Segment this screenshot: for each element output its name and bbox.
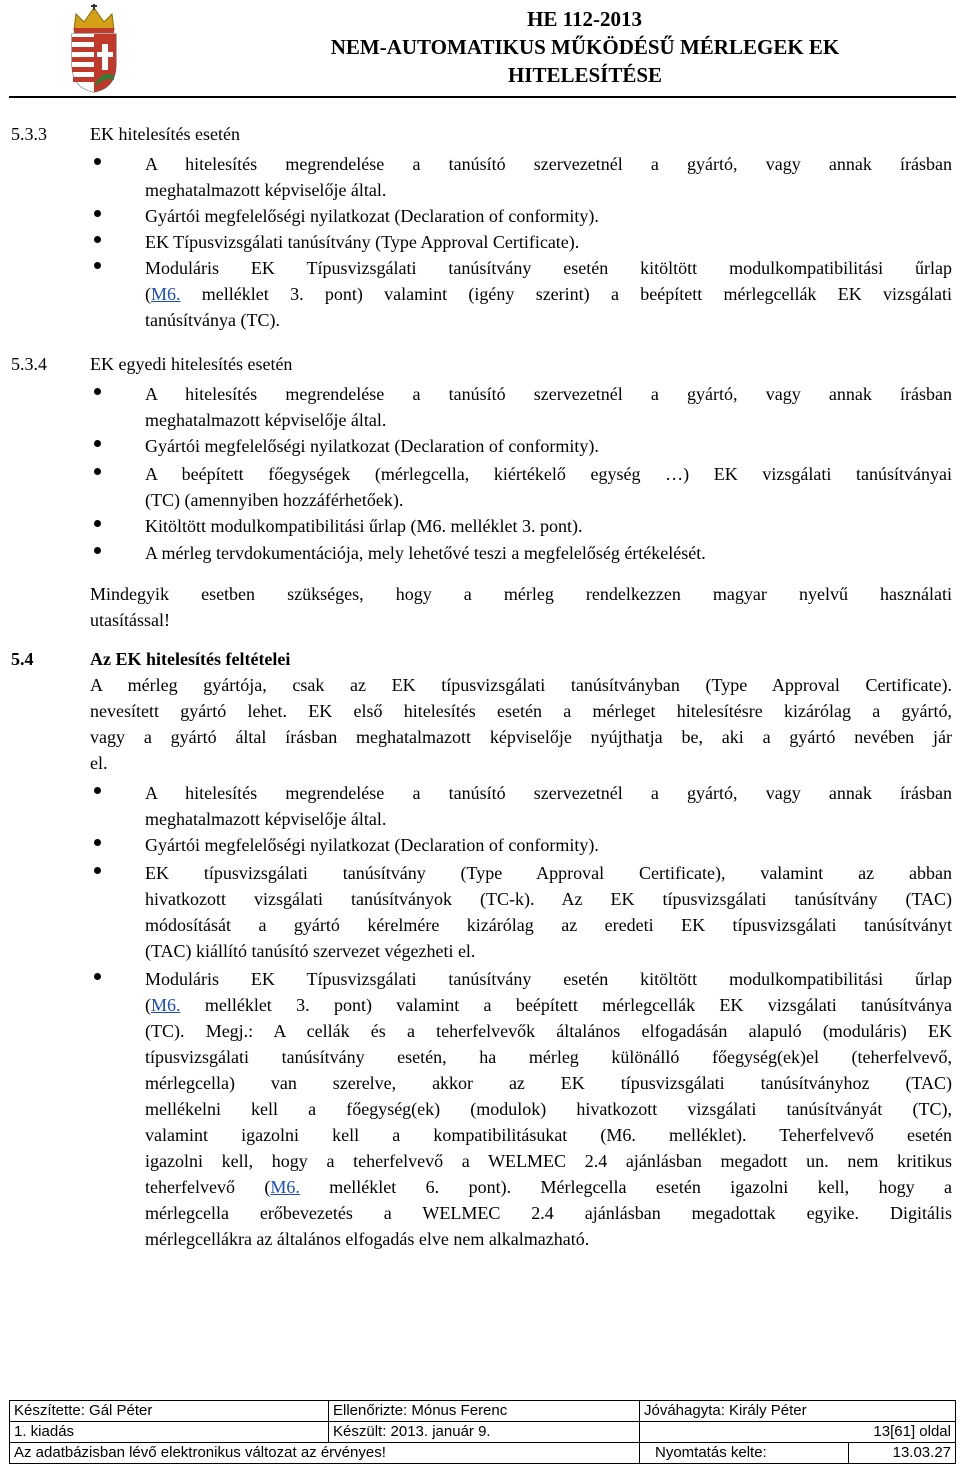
list-item-cont: meghatalmazott képviselője által. — [145, 410, 387, 430]
m6-link[interactable]: M6. — [270, 1177, 300, 1197]
bullet-icon — [94, 210, 101, 217]
list-item-cont: módosítását a gyártó kérelmére kizárólag az eredeti EK típusvizsgálati tanúsítványt — [145, 915, 952, 935]
bullet-icon — [94, 867, 101, 874]
bullet-icon — [94, 973, 101, 980]
list-item-cont: mérlegcella) van szerelve, akkor az EK típusvizsgálati tanúsítványhoz (TAC) — [145, 1073, 952, 1093]
list-item-cont: valamint igazolni kell a kompatibilitásukat (M6. melléklet). Teherfelvevő esetén — [145, 1125, 952, 1145]
approved-by: Jóváhagyta: Király Péter — [640, 1401, 956, 1422]
bullet-icon — [94, 547, 101, 554]
bullet-icon — [94, 839, 101, 846]
list-item-cont: mellékelni kell a főegység(ek) (modulok) hivatkozott vizsgálati tanúsítványát (TC), — [145, 1099, 952, 1119]
list-item: EK Típusvizsgálati tanúsítvány (Type Approval Certificate). — [145, 232, 580, 252]
list-item-cont: mérlegcella erőbevezetés a WELMEC 2.4 ajánlásban megadottak egyike. Digitális — [145, 1203, 952, 1223]
prepared-by: Készítette: Gál Péter — [10, 1401, 329, 1422]
made-date: Készült: 2013. január 9. — [329, 1422, 640, 1443]
edition: 1. kiadás — [10, 1422, 329, 1443]
doc-title-line-2: HITELESÍTÉSE — [507, 63, 663, 87]
list-item-cont: (TC) (amennyiben hozzáférhetőek). — [145, 490, 404, 510]
footer-row — [10, 1422, 956, 1443]
list-item-cont: tanúsítványa (TC). — [145, 310, 280, 330]
section-number: 5.3.3 — [11, 124, 47, 144]
bullet-icon — [94, 468, 101, 475]
bullet-icon — [94, 262, 101, 269]
list-item: A hitelesítés megrendelése a tanúsító szervezetnél a gyártó, vagy annak írásban — [145, 384, 952, 404]
list-item: Gyártói megfelelőségi nyilatkozat (Declaration of conformity). — [145, 436, 599, 456]
list-item-cont: (TC). Megj.: A cellák és a teherfelvevők általános elfogadásán alapuló (moduláris) EK — [145, 1021, 952, 1041]
list-item-cont: meghatalmazott képviselője által. — [145, 809, 387, 829]
list-item: Moduláris EK Típusvizsgálati tanúsítvány esetén kitöltött modulkompatibilitási űrlap — [145, 969, 952, 989]
list-item: EK típusvizsgálati tanúsítvány (Type Approval Certificate), valamint az abban — [145, 863, 952, 883]
paragraph-line: vagy a gyártó által írásban meghatalmazott képviselője nyújthatja be, aki a gyártó nevében jár — [90, 727, 952, 747]
list-item-cont: (M6. melléklet 3. pont) valamint a beépített mérlegcellák EK vizsgálati tanúsítványa — [145, 995, 952, 1015]
list-item: Gyártói megfelelőségi nyilatkozat (Declaration of conformity). — [145, 835, 599, 855]
section-heading: EK egyedi hitelesítés esetén — [90, 354, 293, 374]
bullet-icon — [94, 520, 101, 527]
m6-link[interactable]: M6. — [151, 995, 181, 1015]
bullet-icon — [94, 388, 101, 395]
coat-of-arms-logo — [66, 4, 122, 94]
list-item: Gyártói megfelelőségi nyilatkozat (Declaration of conformity). — [145, 206, 599, 226]
list-item-cont: meghatalmazott képviselője által. — [145, 180, 387, 200]
paragraph-line: A mérleg gyártója, csak az EK típusvizsgálati tanúsítványban (Type Approval Certificate). — [90, 675, 952, 695]
footer-row — [10, 1401, 956, 1422]
list-item: Kitöltött modulkompatibilitási űrlap (M6. melléklet 3. pont). — [145, 516, 583, 536]
validity-note: Az adatbázisban lévő elektronikus változat az érvényes! — [10, 1443, 640, 1464]
header-divider — [9, 96, 956, 98]
bullet-icon — [94, 236, 101, 243]
list-item: A mérleg tervdokumentációja, mely lehetővé teszi a megfelelőség értékelését. — [145, 543, 706, 563]
m6-link[interactable]: M6. — [151, 284, 181, 304]
list-item: Moduláris EK Típusvizsgálati tanúsítvány esetén kitöltött modulkompatibilitási űrlap — [145, 258, 952, 278]
note-paragraph-cont: utasítással! — [90, 610, 170, 630]
doc-code: HE 112-2013 — [527, 7, 642, 31]
list-item-cont: típusvizsgálati tanúsítvány esetén, ha mérleg különálló főegység(ek)el (teherfelvevő, — [145, 1047, 952, 1067]
list-item-cont: hivatkozott vizsgálati tanúsítványok (TC-k). Az EK típusvizsgálati tanúsítvány (TAC) — [145, 889, 952, 909]
paragraph-line: el. — [90, 753, 108, 773]
bullet-icon — [94, 158, 101, 165]
footer-row — [10, 1443, 956, 1464]
print-date: 13.03.27 — [849, 1443, 956, 1464]
list-item: A hitelesítés megrendelése a tanúsító szervezetnél a gyártó, vagy annak írásban — [145, 783, 952, 803]
list-item: A beépített főegységek (mérlegcella, kiértékelő egység …) EK vizsgálati tanúsítványai — [145, 464, 952, 484]
list-item: A hitelesítés megrendelése a tanúsító szervezetnél a gyártó, vagy annak írásban — [145, 154, 952, 174]
footer-table — [9, 1400, 956, 1464]
section-number: 5.4 — [11, 649, 34, 669]
list-item-cont: igazolni kell, hogy a teherfelvevő a WELMEC 2.4 ajánlásban megadott un. nem kritikus — [145, 1151, 952, 1171]
checked-by: Ellenőrizte: Mónus Ferenc — [329, 1401, 640, 1422]
bullet-icon — [94, 787, 101, 794]
section-heading: EK hitelesítés esetén — [90, 124, 240, 144]
note-paragraph: Mindegyik esetben szükséges, hogy a mérleg rendelkezzen magyar nyelvű használati — [90, 584, 952, 604]
print-label: Nyomtatás kelte: — [640, 1443, 849, 1464]
list-item-cont: mérlegcellákra az általános elfogadás elve nem alkalmazható. — [145, 1229, 590, 1249]
list-item-cont: teherfelvevő (M6. melléklet 6. pont). Mérlegcella esetén igazolni kell, hogy a — [145, 1177, 952, 1197]
doc-title-line-1: NEM-AUTOMATIKUS MŰKÖDÉSŰ MÉRLEGEK EK — [330, 35, 840, 59]
section-number: 5.3.4 — [11, 354, 47, 374]
paragraph-line: nevesített gyártó lehet. EK első hitelesítés esetén a mérleget hitelesítésre kizárólag a gyártó, — [90, 701, 952, 721]
page-number: 13[61] oldal — [640, 1422, 956, 1443]
bullet-icon — [94, 440, 101, 447]
section-heading: Az EK hitelesítés feltételei — [90, 649, 291, 669]
list-item-cont: (TAC) kiállító tanúsító szervezet végezheti el. — [145, 941, 476, 961]
list-item-cont: (M6. melléklet 3. pont) valamint (igény szerint) a beépített mérlegcellák EK vizsgálati — [145, 284, 952, 304]
